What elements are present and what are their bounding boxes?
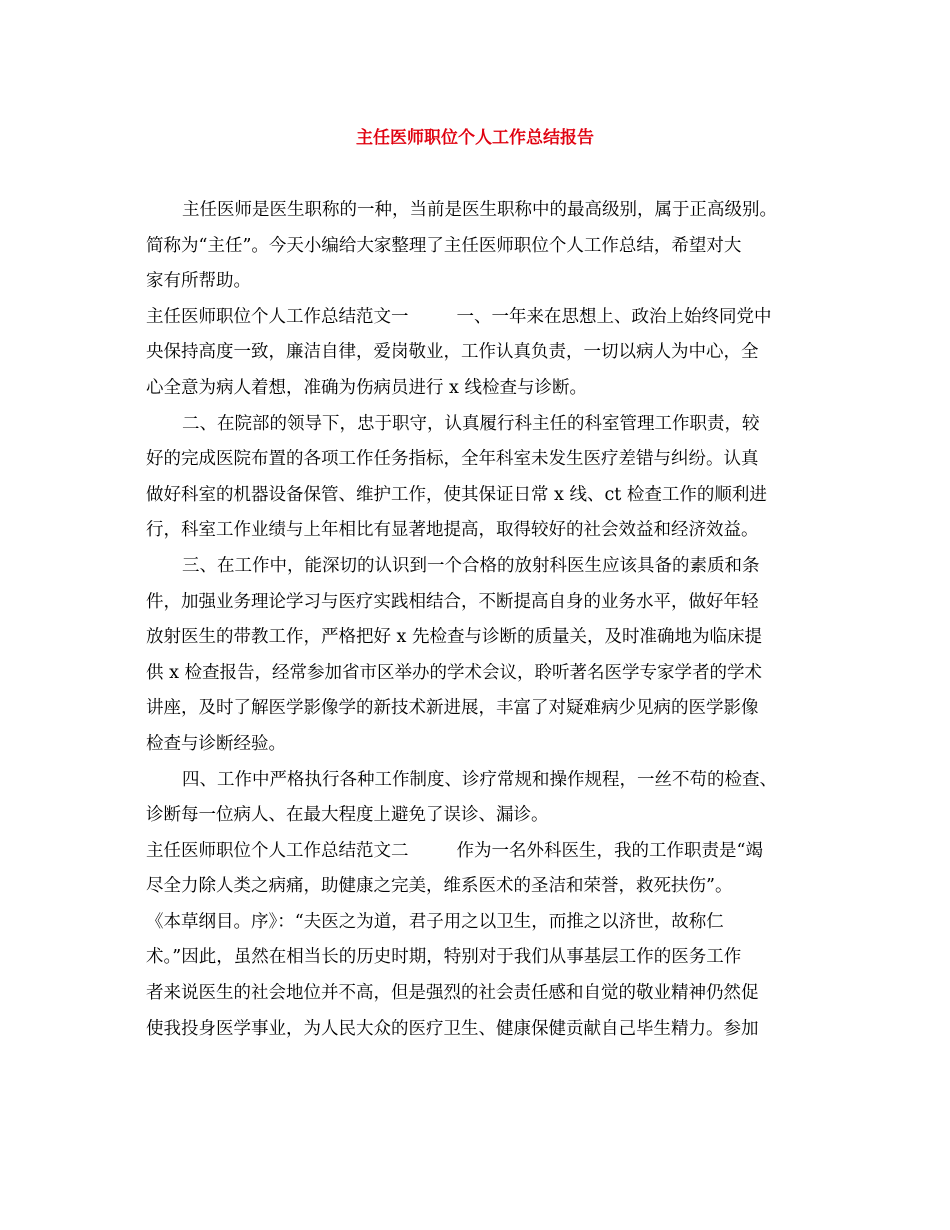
- text-line: [146, 976, 810, 1012]
- line-text: 使我投身医学事业，为人民大众的医疗卫生、健康保健贡献自己毕生精力。参加: [146, 1018, 759, 1039]
- text-line: [146, 727, 810, 763]
- line-text: 主任医师是医生职称的一种，当前是医生职称中的最高级别，属于正高级别。: [182, 200, 777, 220]
- text-line: [146, 1012, 810, 1048]
- text-line: [146, 264, 810, 300]
- document-title: 主任医师职位个人工作总结报告: [356, 128, 594, 148]
- line-text: 《本草纲目。序》：“夫医之为道，君子用之以卫生，而推之以济世，故称仁: [146, 911, 724, 932]
- line-text: 作为一名外科医生，我的工作职责是“竭: [456, 840, 763, 861]
- text-line: [146, 869, 810, 905]
- text-line: [146, 407, 810, 443]
- line-text: 家有所帮助。: [146, 271, 251, 292]
- text-line: [146, 193, 810, 229]
- text-line: [146, 763, 810, 799]
- line-text: 好的完成医院布置的各项工作任务指标，全年科室未发生医疗差错与纠纷。认真: [146, 449, 759, 470]
- line-text: 心全意为病人着想，准确为伤病员进行 x 线检查与诊断。: [146, 377, 587, 398]
- text-line: [146, 229, 810, 265]
- text-line: [146, 656, 810, 692]
- text-line: [146, 335, 810, 371]
- text-line: [146, 442, 810, 478]
- text-line: [146, 513, 810, 549]
- line-text: 术。”因此，虽然在相当长的历史时期，特别对于我们从事基层工作的医务工作: [146, 947, 742, 968]
- section-heading: 主任医师职位个人工作总结范文一: [146, 306, 409, 327]
- text-line: [146, 798, 810, 834]
- text-line: [146, 549, 810, 585]
- line-text: 三、在工作中，能深切的认识到一个合格的放射科医生应该具备的素质和条: [182, 555, 760, 576]
- line-text: 讲座，及时了解医学影像学的新技术新进展，丰富了对疑难病少见病的医学影像: [146, 698, 759, 719]
- line-text: 放射医生的带教工作，严格把好 x 先检查与诊断的质量关，及时准确地为临床提: [146, 627, 762, 648]
- line-text: 检查与诊断经验。: [146, 733, 286, 754]
- line-text: 诊断每一位病人、在最大程度上避免了误诊、漏诊。: [146, 805, 549, 826]
- text-line: [146, 620, 810, 656]
- text-line: [146, 691, 810, 727]
- line-text: 行，科室工作业绩与上年相比有显著地提高，取得较好的社会效益和经济效益。: [146, 520, 759, 541]
- text-line: [146, 940, 810, 976]
- line-text: 一、一年来在思想上、政治上始终同党中: [456, 306, 772, 327]
- line-text: 件，加强业务理论学习与医疗实践相结合，不断提高自身的业务水平，做好年轻: [146, 591, 759, 612]
- text-line: [146, 834, 810, 870]
- line-text: 二、在院部的领导下，忠于职守，认真履行科主任的科室管理工作职责，较: [182, 413, 760, 434]
- section-heading: 主任医师职位个人工作总结范文二: [146, 840, 409, 861]
- text-line: [146, 371, 810, 407]
- line-text: 者来说医生的社会地位并不高，但是强烈的社会责任感和自觉的敬业精神仍然促: [146, 983, 759, 1004]
- line-text: 央保持高度一致，廉洁自律，爱岗敬业，工作认真负责，一切以病人为中心，全: [146, 342, 759, 363]
- line-text: 简称为“主任”。今天小编给大家整理了主任医师职位个人工作总结，希望对大: [146, 235, 742, 256]
- line-text: 四、工作中严格执行各种工作制度、诊疗常规和操作规程，一丝不苟的检查、: [182, 769, 777, 790]
- line-text: 供 x 检查报告，经常参加省市区举办的学术会议，聆听著名医学专家学者的学术: [146, 662, 762, 683]
- text-line: [146, 300, 810, 336]
- text-line: [146, 585, 810, 621]
- document-body: [146, 193, 810, 1047]
- text-line: [146, 478, 810, 514]
- line-text: 做好科室的机器设备保管、维护工作，使其保证日常 x 线、ct 检查工作的顺利进: [146, 484, 767, 505]
- line-text: 尽全力除人类之病痛，助健康之完美，维系医术的圣洁和荣誉，救死扶伤”。: [146, 876, 733, 897]
- text-line: [146, 905, 810, 941]
